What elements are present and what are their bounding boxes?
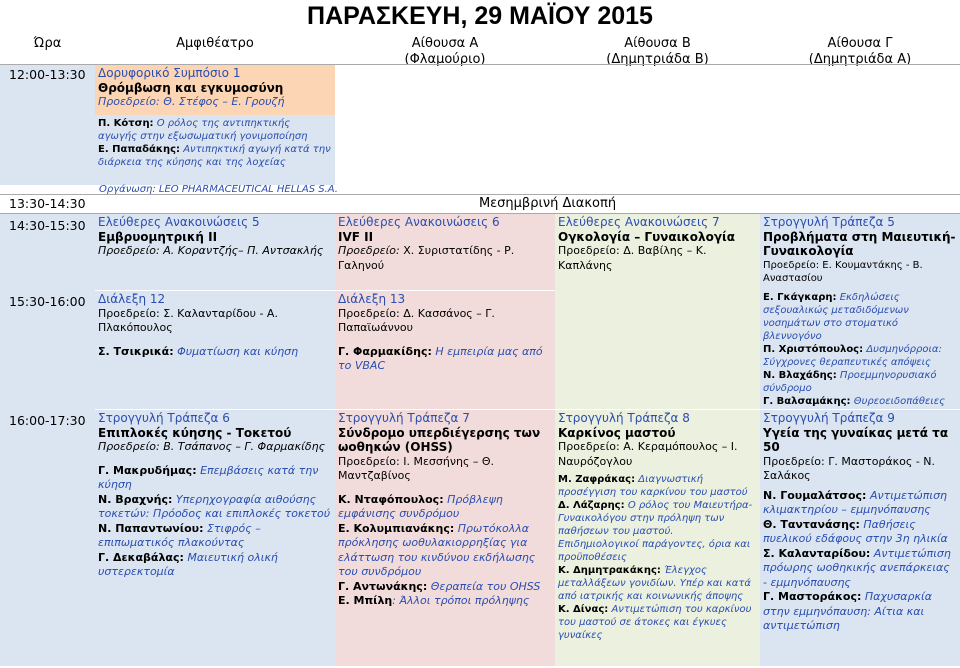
talk-topic: Δυσμηνόρροια: Σύγχρονες θεραπευτικές απόψεις: [763, 343, 942, 368]
session-round-table-5: [760, 214, 960, 409]
talk-speaker: Μ. Ζαφράκας:: [558, 474, 636, 485]
session-category: Στρογγυλή Τράπεζα 9: [763, 411, 895, 425]
talk-speaker: Κ. Δημητρακάκης:: [558, 565, 661, 576]
talk-speaker: Ν. Βλαχάδης:: [763, 369, 837, 381]
session-free-comms-6: [335, 214, 555, 290]
time-slot-5: 16:00-17:30: [9, 413, 86, 428]
talk-speaker: Κ. Δίνας:: [558, 604, 609, 615]
talk-speaker: Π. Χριστόπουλος:: [763, 343, 864, 355]
organizer-text: Οργάνωση: LEO PHARMACEUTICAL HELLAS S.A.: [99, 184, 338, 195]
talk-topic: Έλεγχος μεταλλάξεων γονιδίων. Υπέρ και κατά από ιατρικής και κοινωνικής άποψης: [558, 565, 751, 602]
session-free-comms-7: [555, 214, 760, 409]
header-room-b-name: Αίθουσα Β: [624, 36, 691, 51]
session-round-table-6: [95, 410, 335, 666]
talk-speaker: Γ. Αντωνάκης:: [338, 579, 428, 593]
time-slot-4: 15:30-16:00: [9, 294, 86, 309]
session-category: Δορυφορικό Συμπόσιο 1: [98, 66, 241, 80]
session-round-table-9: [760, 410, 960, 666]
session-free-comms-5: [95, 214, 335, 290]
session-category: Ελεύθερες Ανακοινώσεις 7: [558, 215, 720, 229]
talk-speaker: Ε. Κολυμπιανάκης:: [338, 521, 455, 535]
talk-speaker: Ν. Γουμαλάτσος:: [763, 488, 867, 502]
session-chairs-label: Προεδρείο:: [338, 244, 400, 257]
session-category: Στρογγυλή Τράπεζα 5: [763, 215, 895, 229]
talk-speaker: Σ. Τσικρικά:: [98, 344, 174, 358]
session-category: Διάλεξη 13: [338, 292, 406, 306]
organizer-note: [99, 184, 339, 198]
session-title: Προβλήματα στη Μαιευτική-Γυναικολογία: [763, 229, 956, 258]
session-title: Καρκίνος μαστού: [558, 425, 676, 440]
session-title: Υγεία της γυναίκας μετά τα 50: [763, 425, 949, 454]
session-chairs: Προεδρείο: Β. Τσάπανος – Γ. Φαρμακίδης: [98, 440, 326, 453]
talk-speaker: Ε. Μπίλη: [338, 594, 393, 607]
talk-speaker: Γ. Μαστοράκος:: [763, 590, 862, 603]
talk-topic: Προεμμηνορυσιακό σύνδρομο: [763, 369, 937, 394]
time-slot-1: 12:00-13:30: [9, 67, 86, 82]
talk-speaker: Π. Κότση:: [98, 118, 154, 129]
talk-speaker: Δ. Λάζαρης:: [558, 500, 625, 511]
session-chairs: Προεδρείο: Θ. Στέφος – Ε. Γρουζή: [98, 95, 285, 108]
session-round-table-8: [555, 410, 760, 666]
talk-speaker: Γ. Μακρυδήμας:: [98, 463, 197, 477]
header-room-c-name: Αίθουσα Γ: [827, 36, 893, 51]
session-chairs: Προεδρείο: Γ. Μαστοράκος - Ν. Σαλάκος: [763, 454, 936, 482]
session-chairs: Προεδρείο: Α. Κεραμόπουλος – Ι. Ναυρόζογλου: [558, 440, 738, 468]
talk-topic: Φυματίωση και κύηση: [177, 344, 299, 358]
talk-topic: Στιφρός – επιπωματικός πλακούντας: [98, 521, 261, 549]
session-chairs: Προεδρείο: Δ. Κασσάνος – Γ. Παπαϊωάννου: [338, 306, 495, 334]
satellite-talks: [95, 115, 335, 185]
session-title: Σύνδρομο υπερδιέγερσης των ωοθηκών (OHSS): [338, 425, 541, 454]
talk-topic: Πρωτόκολλα πρόκλησης ωοθυλακιορρηξίας για ελάττωση του κινδύνου εκδήλωσης του συνδρόμου: [338, 521, 536, 578]
session-chairs: Προεδρείο: Α. Κοραντζής– Π. Αντσακλής: [98, 244, 324, 257]
session-title: Εμβρυομητρική ΙΙ: [98, 229, 218, 244]
talk-speaker: Γ. Βαλσαμάκης:: [763, 395, 851, 407]
lunch-break: Μεσημβρινή Διακοπή: [478, 196, 617, 211]
talk-topic: Διαγνωστική προσέγγιση του καρκίνου του μαστού: [558, 474, 748, 498]
header-amphitheatre: Αμφιθέατρο: [176, 36, 254, 51]
time-slot-2: 13:30-14:30: [9, 196, 86, 211]
session-chairs: Προεδρείο: Δ. Βαβίλης – Κ. Καπλάνης: [558, 244, 707, 272]
talk-speaker: Θ. Ταντανάσης:: [763, 517, 860, 531]
talk-speaker: Ν. Παπαντωνίου:: [98, 521, 204, 535]
session-title: Θρόμβωση και εγκυμοσύνη: [98, 80, 284, 95]
session-lecture-13: [335, 291, 555, 409]
talk-topic: Ο ρόλος του Μαιευτήρα-Γυναικολόγου στην πρόληψη των παθήσεων του μαστού. Επιδημιολογικοί παράγοντες, όρια και προϋποθέσεις: [558, 500, 753, 563]
talk-topic: Πρόβλεψη εμφάνισης συνδρόμου: [338, 492, 503, 520]
session-chairs: Προεδρείο: Ε. Κουμαντάκης - Β. Αναστασίου: [763, 259, 923, 284]
time-column-bg: [0, 214, 95, 666]
talk-topic: Παθήσεις πυελικού εδάφους στην 3η ηλικία: [763, 517, 948, 545]
talk-topic: Επεμβάσεις κατά την κύηση: [98, 463, 319, 491]
session-chairs: Χ. Συριστατίδης - Ρ. Γαληνού: [338, 244, 515, 272]
session-title: Ογκολογία – Γυναικολογία: [558, 229, 735, 244]
talk-topic: : Άλλοι τρόποι πρόληψης: [392, 594, 530, 607]
session-category: Στρογγυλή Τράπεζα 8: [558, 411, 690, 425]
talk-speaker: Γ. Φαρμακίδης:: [338, 344, 432, 358]
satellite-symposium: [95, 65, 335, 115]
talk-topic: Παχυσαρκία στην εμμηνόπαυση: Αίτια και αντιμετώπιση: [763, 590, 932, 632]
session-category: Στρογγυλή Τράπεζα 7: [338, 411, 470, 425]
talk-topic: Υπερηχογραφία αιθούσης τοκετών: Πρόοδος και επιπλοκές τοκετού: [98, 492, 331, 520]
session-category: Ελεύθερες Ανακοινώσεις 6: [338, 215, 500, 229]
session-category: Διάλεξη 12: [98, 292, 166, 306]
talk-speaker: Ε. Γκάγκαρη:: [763, 291, 837, 303]
session-round-table-7: [335, 410, 555, 666]
talk-topic: Αντιμετώπιση του καρκίνου του μαστού σε άτοκες και έγκυες γυναίκες: [558, 604, 752, 641]
talk-speaker: Ν. Βραχνής:: [98, 492, 173, 506]
session-title: Επιπλοκές κύησης - Τοκετού: [98, 425, 292, 440]
time-slot-3: 14:30-15:30: [9, 218, 86, 233]
header-room-c-sub: (Δημητριάδα Α): [808, 52, 912, 67]
talk-topic: Αντιπηκτική αγωγή κατά την διάρκεια της κύησης και της λοχείας: [98, 144, 331, 168]
talk-topic: Αντιμετώπιση πρόωρης ωοθηκικής ανεπάρκειας - εμμηνόπαυσης: [763, 546, 951, 589]
talk-speaker: Σ. Καλανταρίδου:: [763, 546, 871, 560]
session-title: IVF II: [338, 229, 374, 244]
session-lecture-12: [95, 291, 335, 409]
talk-topic: Θεραπεία του OHSS: [430, 579, 541, 593]
talk-topic: Αντιμετώπιση κλιμακτηρίου – εμμηνόπαυσης: [763, 488, 948, 516]
header-time: Ώρα: [33, 36, 62, 51]
header-room-a-sub: (Φλαμούριο): [404, 52, 486, 67]
time-cell-bg: [0, 65, 95, 185]
header-room-b-sub: (Δημητριάδα Β): [606, 52, 709, 67]
talk-topic: Μαιευτική ολική υστερεκτομία: [98, 550, 278, 578]
session-chairs: Προεδρείο: Σ. Καλανταρίδου - Α. Πλακόπουλος: [98, 306, 278, 334]
talk-speaker: Κ. Νταφόπουλος:: [338, 492, 444, 506]
talk-topic: Εκδηλώσεις σεξουαλικώς μεταδιδόμενων νοσημάτων στο στοματικό βλεννογόνο: [763, 291, 909, 342]
talk-speaker: Γ. Δεκαβάλας:: [98, 550, 184, 564]
session-chairs: Προεδρείο: Ι. Μεσσήνης – Θ. Μαντζαβίνος: [338, 454, 495, 482]
session-category: Ελεύθερες Ανακοινώσεις 5: [98, 215, 260, 229]
talk-speaker: Ε. Παπαδάκης:: [98, 144, 181, 155]
session-category: Στρογγυλή Τράπεζα 6: [98, 411, 230, 425]
header-room-a-name: Αίθουσα Α: [411, 36, 479, 51]
page-title: ΠΑΡΑΣΚΕΥΗ, 29 ΜΑΪΟΥ 2015: [307, 2, 653, 30]
talk-topic: Η εμπειρία μας από το VBAC: [338, 344, 543, 372]
talk-topic: Ο ρόλος της αντιπηκτικής αγωγής στην εξωσωματική γονιμοποίηση: [98, 118, 308, 142]
talk-topic: Θυρεοειδοπάθειες: [853, 395, 946, 407]
row-separator: [0, 194, 960, 195]
